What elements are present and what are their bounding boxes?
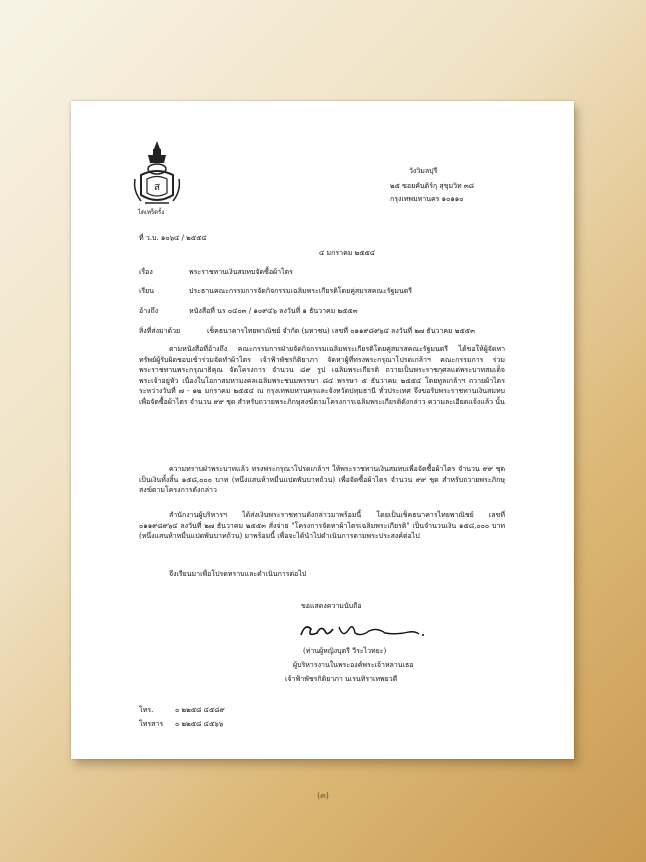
body-paragraph-1: ตามหนังสือที่อ้างถึง คณะกรรมการฝ่ายจัดกิจกรรมเฉลิมพระเกียรติโดยคู่สมรสคณะรัฐมนตรี ได้ขอให้ผู้จัดหาทรัพย์ผู้รับผิดชอบเข้าร่วมจัดทำผ้าไตร เจ้าฟ้าพัชรกิติยาภา จัดหาผู้ที่ทรงพระกรุณาโปรดเกล้าฯ คณะกรรมการ ร่วมพระราชทานพระกรุณาธิคุณ จัดโครงการ จำนวน ๘๙ รูป เฉลิมพระเกียรติ ถวายเป็นพระราชกุศลแด่พระบาทสมเด็จพระเจ้าอยู่หัว เนื่องในโอกาสมหามงคลเฉลิมพระชนมพรรษา ๘๔ พรรษา ๕ ธันวาคม ๒๕๕๔ โดยทูลเกล้าฯ ถวายผ้าไตร ระหว่างวันที่ ๗ - ๑๒ มกราคม ๒๕๕๔ ณ กรุงเทพมหานครและจังหวัดปทุมธานี ทั่วประเทศ จึงขอรับพระราชทานเงินสมทบเพื่อจัดซื้อผ้าไตร จำนวน ๙๙ ชุด สำหรับถวายพระภิกษุสงฆ์ตามโครงการเฉลิมพระเกียรติดังกล่าว ความละเอียดแจ้งแล้ว นั้น [139, 345, 505, 406]
signatory-title-2: เจ้าฟ้าพัชรกิติยาภา นเรนทิราเทพยวดี [285, 675, 398, 683]
handwritten-signature [297, 619, 427, 643]
emblem-label: ไดเทร็ดรั้ง [138, 209, 165, 216]
body-paragraph-3: สำนักงานผู้บริหารฯ ได้ส่งเงินพระราชทานดังกล่าวมาพร้อมนี้ โดยเป็นเช็คธนาคารไทยพาณิชย์ เลขที่ ๐๑๑๙๘๙๖๔ ลงวันที่ ๒๗ ธันวาคม ๒๕๕๓ สั่งจ่าย "โครงการจัดหาผ้าไตรเฉลิมพระเกียรติ" เป็นจำนวนเงิน ๑๕๘,๐๐๐ บาท (หนึ่งแสนห้าหมื่นแปดพันบาทถ้วน) มาพร้อมนี้ เพื่อจะได้นำไปดำเนินการตามพระประสงค์ต่อไป [139, 511, 505, 541]
closing-text: ขอแสดงความนับถือ [301, 602, 362, 610]
subject-text: พระราชทานเงินสมทบจัดซื้อผ้าไตร [189, 268, 293, 276]
reference-text: หนังสือที่ นร ๐๔๐๓ / ๑๐๙๔๖ ลงวันที่ ๑ ธันวาคม ๒๕๕๓ [189, 307, 358, 315]
address-line-1: วังวิมลปุรี [409, 167, 438, 175]
enclosure-label: สิ่งที่ส่งมาด้วย [139, 327, 181, 335]
signatory-title-1: ผู้บริหารงานในพระองค์พระเจ้าหลานเธอ [293, 661, 414, 669]
enclosure-text: เช็คธนาคารไทยพาณิชย์ จำกัด (มหาชน) เลขที่ ๐๑๑๙๘๙๖๔ ลงวันที่ ๒๗ ธันวาคม ๒๕๕๓ [207, 327, 475, 335]
reference-number: ที่ ว.บ. ๑๐๖๔ / ๒๕๕๔ [139, 234, 207, 242]
letter-page [71, 101, 574, 759]
page-number: (๓) [317, 791, 329, 800]
address-line-2: ๒๕ ซอยคันติร์กุ สุขุมวิท ๓๘ [390, 182, 475, 190]
signatory-name: (ท่านผู้หญิงบุตรี วีระไวทยะ) [303, 647, 387, 655]
svg-text:ส: ส [153, 182, 161, 193]
subject-label: เรื่อง [139, 268, 153, 276]
phone-number: ๐ ๒๒๕๘ ๔๕๘๙ [175, 706, 225, 714]
letter-date: ๔ มกราคม ๒๕๕๔ [319, 249, 376, 257]
fax-number: ๐ ๒๒๕๘ ๔๕๖๖ [175, 720, 224, 728]
body-paragraph-4: จึงเรียนมาเพื่อโปรดทราบและดำเนินการต่อไป [169, 570, 307, 578]
reference-label: อ้างถึง [139, 307, 159, 315]
address-line-3: กรุงเทพมหานคร ๑๐๑๑๐ [390, 195, 464, 203]
phone-label: โทร. [139, 706, 154, 714]
body-paragraph-2: ความทราบฝ่าพระบาทแล้ว ทรงพระกรุณาโปรดเกล้าฯ ให้พระราชทานเงินสมทบเพื่อจัดซื้อผ้าไตร จำนวน ๙๙ ชุด เป็นเงินทั้งสิ้น ๑๕๘,๐๐๐ บาท (หนึ่งแสนห้าหมื่นแปดพันบาทถ้วน) เพื่อจัดซื้อผ้าไตร จำนวน ๙๙ ชุด สำหรับถวายพระภิกษุสงฆ์ตามโครงการดังกล่าว [139, 465, 505, 495]
salutation-label: เรียน [139, 287, 155, 295]
fax-label: โทรสาร [139, 720, 164, 728]
royal-emblem-icon [131, 139, 183, 209]
salutation-text: ประธานคณะกรรมการจัดกิจกรรมเฉลิมพระเกียรติโดยคู่สมรสคณะรัฐมนตรี [189, 287, 413, 295]
